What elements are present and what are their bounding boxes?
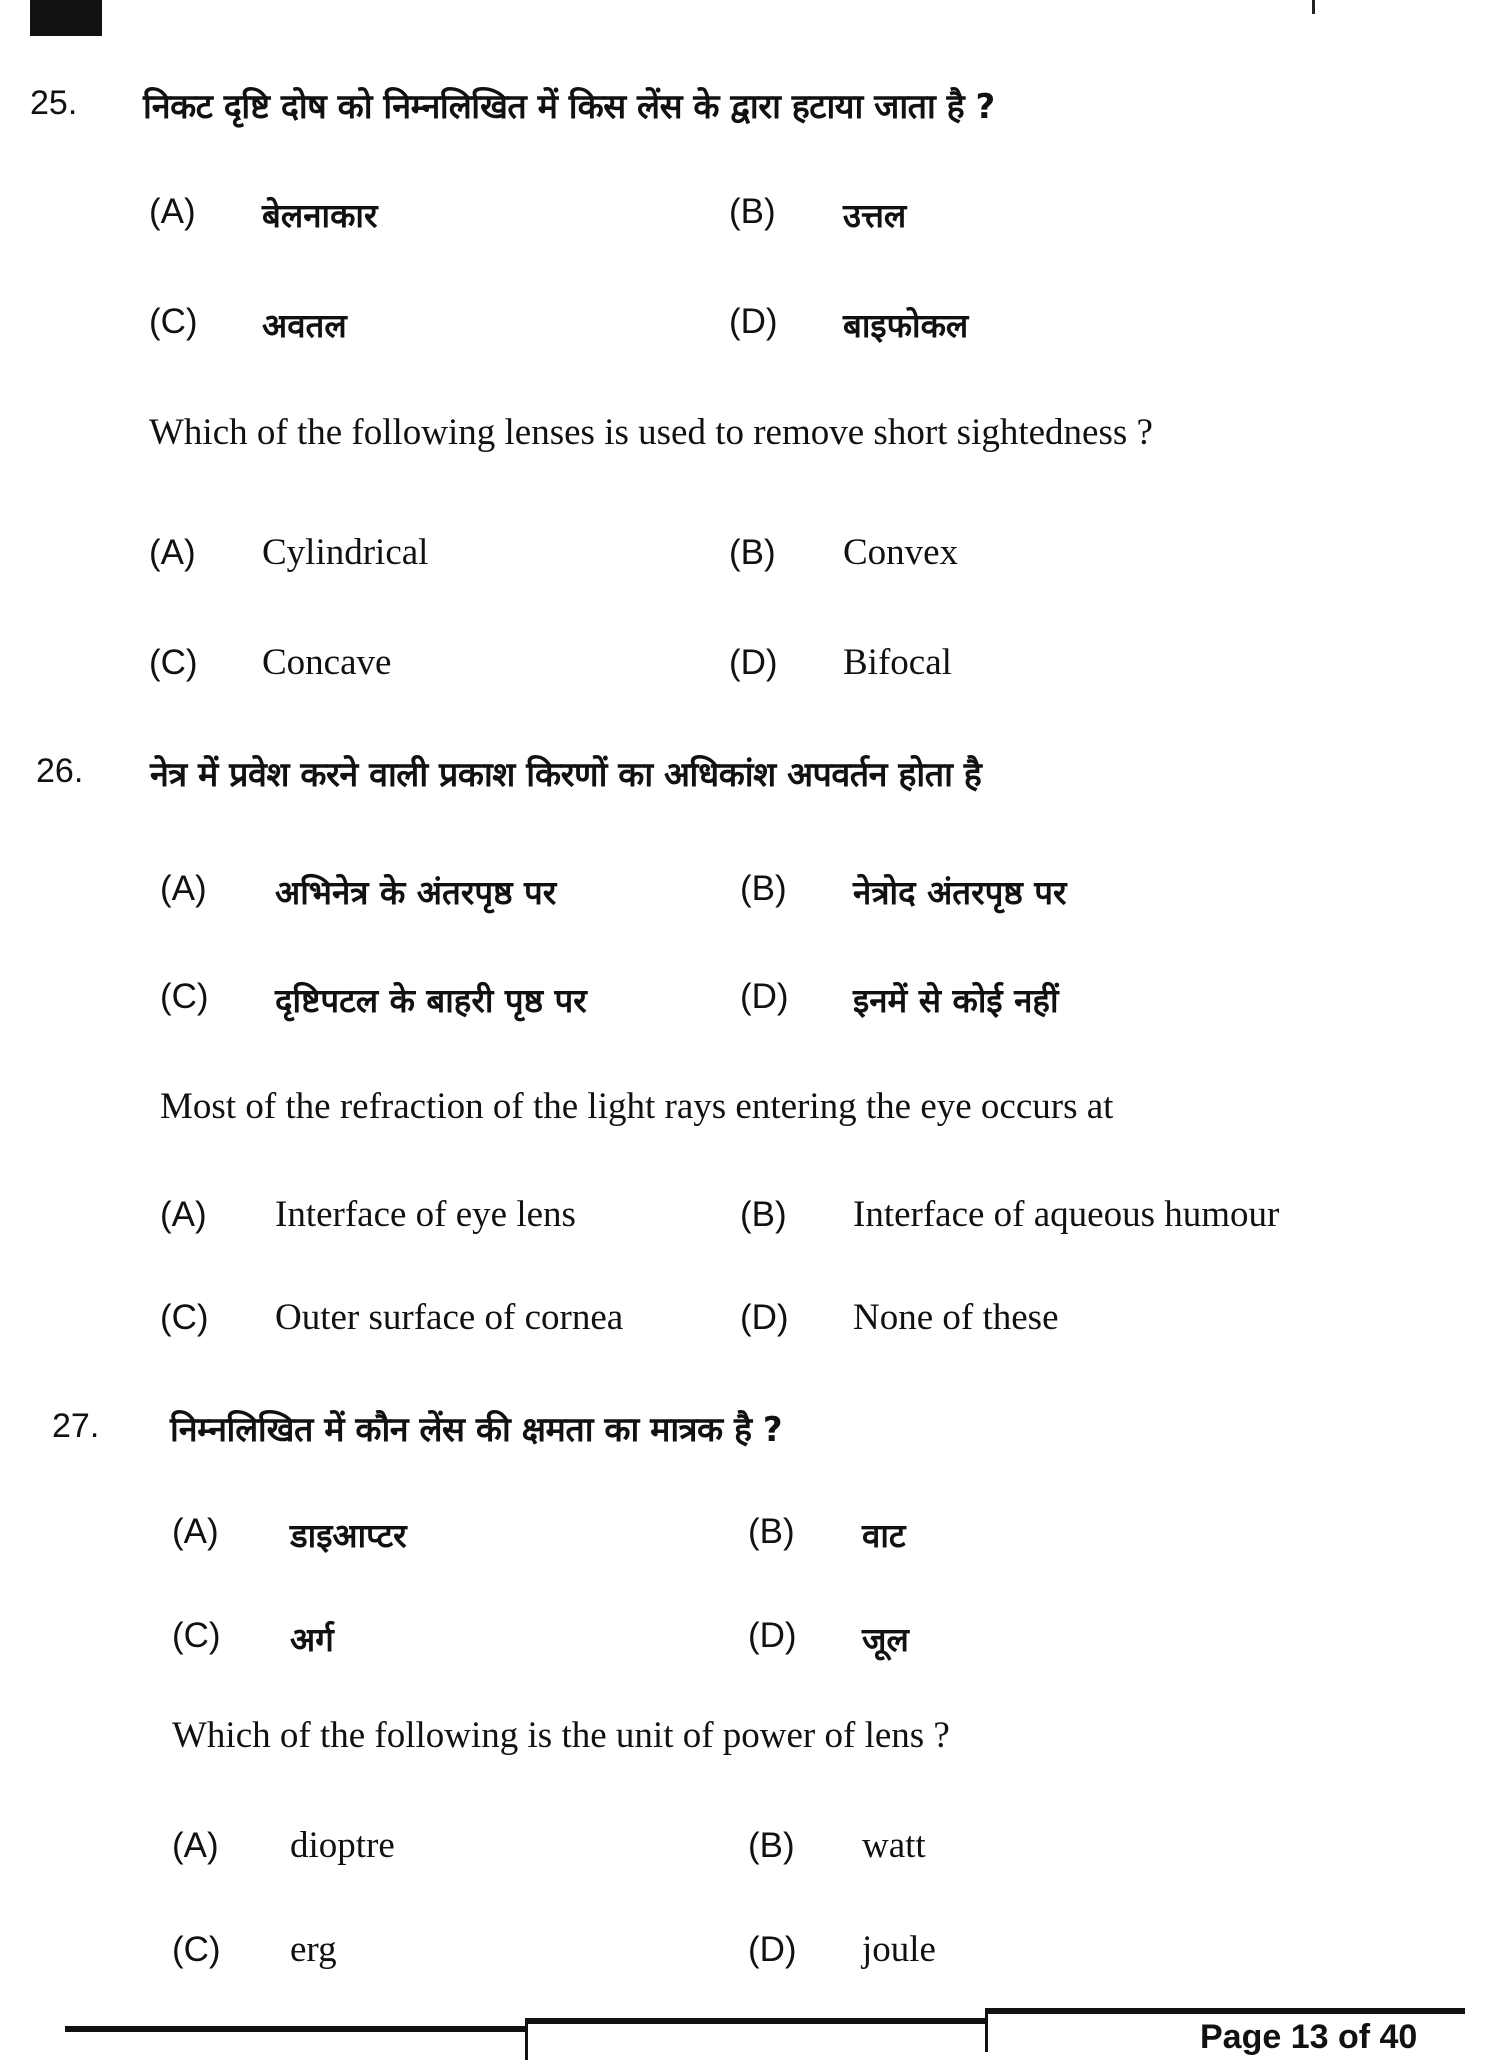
option-text-hindi: इनमें से कोई नहीं — [853, 981, 1059, 1020]
option-text-english: Outer surface of cornea — [275, 1297, 624, 1338]
option-text-hindi: बाइफोकल — [843, 306, 969, 345]
option-label: (D) — [748, 1930, 797, 1969]
option-text-english: None of these — [853, 1297, 1059, 1338]
option-text-english: Bifocal — [843, 642, 952, 683]
question-number: 27. — [52, 1407, 100, 1445]
option-text-hindi: नेत्रोद अंतरपृष्ठ पर — [853, 873, 1067, 912]
option-text-english: joule — [862, 1929, 936, 1970]
option-label: (C) — [149, 643, 198, 682]
option-label: (B) — [740, 869, 787, 908]
margin-tick — [1312, 0, 1315, 14]
footer-rule — [985, 2008, 1465, 2014]
option-text-hindi: बेलनाकार — [262, 196, 378, 235]
option-label: (A) — [160, 869, 207, 908]
option-text-english: Interface of aqueous humour — [853, 1194, 1280, 1235]
footer-rule — [525, 2018, 985, 2024]
option-text-hindi: अर्ग — [290, 1620, 334, 1659]
option-label: (C) — [172, 1930, 221, 1969]
option-label: (B) — [729, 192, 776, 231]
question-text-hindi: निकट दृष्टि दोष को निम्नलिखित में किस लेंस के द्वारा हटाया जाता है ? — [143, 87, 995, 127]
option-text-english: Cylindrical — [262, 532, 429, 573]
option-text-english: watt — [862, 1825, 926, 1866]
page-number: Page 13 of 40 — [1200, 2018, 1418, 2056]
option-label: (B) — [740, 1195, 787, 1234]
option-label: (D) — [729, 643, 778, 682]
question-number: 26. — [36, 752, 84, 790]
option-label: (C) — [160, 1298, 209, 1337]
option-text-hindi: जूल — [862, 1620, 909, 1659]
option-label: (B) — [748, 1826, 795, 1865]
question-text-hindi: निम्नलिखित में कौन लेंस की क्षमता का मात्रक है ? — [170, 1410, 783, 1450]
question-text-english: Most of the refraction of the light rays entering the eye occurs at — [160, 1086, 1114, 1127]
option-label: (B) — [748, 1512, 795, 1551]
footer-rule — [65, 2026, 525, 2032]
footer-divider — [985, 2012, 988, 2052]
option-text-english: Concave — [262, 642, 392, 683]
question-text-hindi: नेत्र में प्रवेश करने वाली प्रकाश किरणों का अधिकांश अपवर्तन होता है — [150, 755, 982, 795]
option-text-hindi: दृष्टिपटल के बाहरी पृष्ठ पर — [275, 981, 587, 1020]
option-text-hindi: अभिनेत्र के अंतरपृष्ठ पर — [275, 873, 557, 912]
option-label: (B) — [729, 533, 776, 572]
option-text-english: Interface of eye lens — [275, 1194, 576, 1235]
option-label: (C) — [172, 1616, 221, 1655]
page-corner-tab — [30, 0, 102, 36]
option-label: (A) — [172, 1512, 219, 1551]
footer-divider — [525, 2020, 528, 2060]
option-label: (A) — [160, 1195, 207, 1234]
option-text-hindi: उत्तल — [843, 196, 907, 235]
option-label: (C) — [160, 977, 209, 1016]
option-label: (D) — [729, 302, 778, 341]
question-text-english: Which of the following is the unit of power of lens ? — [172, 1715, 950, 1756]
option-text-hindi: अवतल — [262, 306, 347, 345]
option-text-english: Convex — [843, 532, 959, 573]
option-label: (D) — [748, 1616, 797, 1655]
option-text-english: erg — [290, 1929, 337, 1970]
option-label: (D) — [740, 977, 789, 1016]
option-text-hindi: वाट — [862, 1516, 906, 1555]
question-text-english: Which of the following lenses is used to remove short sightedness ? — [149, 412, 1153, 453]
option-label: (C) — [149, 302, 198, 341]
option-label: (A) — [149, 192, 196, 231]
option-label: (D) — [740, 1298, 789, 1337]
option-text-english: dioptre — [290, 1825, 395, 1866]
question-number: 25. — [30, 84, 78, 122]
option-label: (A) — [172, 1826, 219, 1865]
option-label: (A) — [149, 533, 196, 572]
option-text-hindi: डाइआप्टर — [290, 1516, 407, 1555]
